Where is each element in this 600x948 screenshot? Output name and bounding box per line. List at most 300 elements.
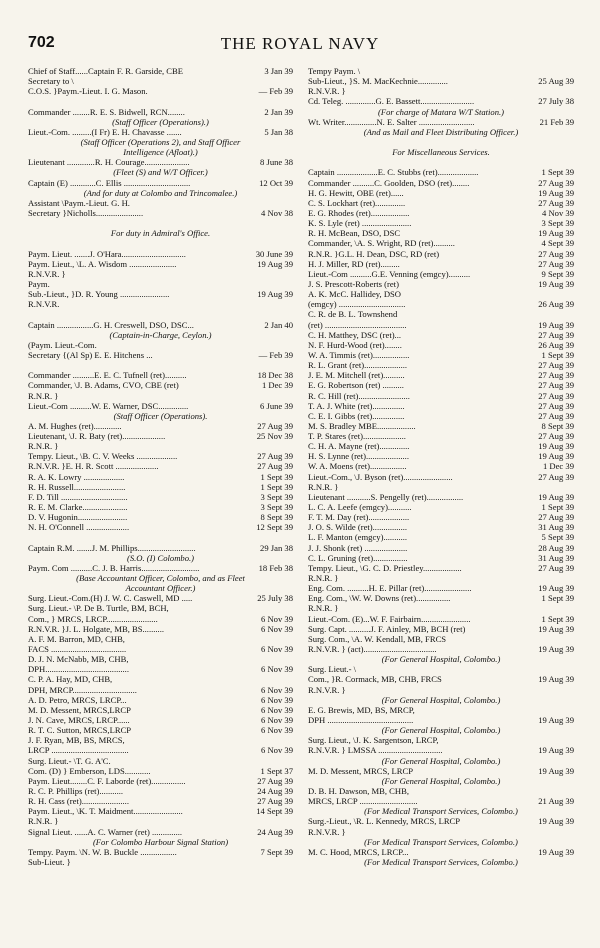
listing-row xyxy=(308,502,574,512)
rank-and-name: F. D. Till ............................... xyxy=(28,491,128,502)
note-text: (And as Mail and Fleet Distributing Officer.) xyxy=(363,126,519,137)
spacer xyxy=(308,137,574,147)
listing-row xyxy=(308,269,574,279)
listing-row xyxy=(28,299,293,309)
seniority-date: 2 Jan 39 xyxy=(264,106,293,117)
rank-and-name: R. C. Hill (ret)........................ xyxy=(308,390,410,401)
rank-and-name: R.N.R. }G.L. H. Dean, DSC, RD (ret) xyxy=(308,248,440,259)
listing-row xyxy=(308,614,574,624)
seniority-date: 4 Nov 39 xyxy=(542,207,574,218)
seniority-date: 21 Aug 39 xyxy=(538,796,574,807)
section-note xyxy=(308,756,574,766)
listing-row xyxy=(28,86,293,96)
rank-and-name: (emgcy) ............................... xyxy=(308,299,406,310)
rank-and-name: Paym. xyxy=(28,278,50,289)
rank-and-name: R.N.V.R. }J. L. Holgate, MB, BS.......... xyxy=(28,623,164,634)
rank-and-name: J. S. Prescott-Roberts (ret) xyxy=(308,278,399,289)
listing-row xyxy=(308,411,574,421)
section-note xyxy=(28,188,293,198)
listing-row xyxy=(28,766,293,776)
spacer xyxy=(28,218,293,228)
rank-and-name: Captain (E) ............C. Ellis ............................... xyxy=(28,177,191,188)
rank-and-name: Sub-Lieut., }S. M. MacKechnie.............. xyxy=(308,76,448,87)
right-column xyxy=(308,66,574,867)
seniority-date: 19 Aug 39 xyxy=(538,715,574,725)
seniority-date: 6 June 39 xyxy=(260,400,293,411)
listing-row xyxy=(28,502,293,512)
listing-row xyxy=(28,624,293,634)
rank-and-name: C. H. A. Mayne (ret).............. xyxy=(308,441,410,452)
left-column xyxy=(28,66,293,867)
listing-row xyxy=(28,249,293,259)
rank-and-name: R.N.V.R. xyxy=(28,299,60,310)
listing-row xyxy=(308,421,574,431)
seniority-date: 26 Aug 39 xyxy=(538,339,574,350)
listing-row xyxy=(308,391,574,401)
rank-and-name: Commander ..........E. E. C. Tufnell (ret).......... xyxy=(28,370,187,381)
listing-row xyxy=(308,603,574,613)
listing-row xyxy=(28,603,293,613)
section-note xyxy=(308,654,574,664)
listing-row xyxy=(308,705,574,715)
seniority-date: 18 Feb 38 xyxy=(258,562,293,573)
rank-and-name: Lieutenant ...........S. Pengelly (ret)................. xyxy=(308,491,464,502)
seniority-date: 19 Aug 39 xyxy=(538,816,574,827)
listing-row xyxy=(28,320,293,330)
seniority-date: 27 Aug 39 xyxy=(257,796,293,807)
section-note xyxy=(308,857,574,867)
seniority-date: 27 Aug 39 xyxy=(538,380,574,391)
rank-and-name: Lieutenant, \J. R. Baty (ret).................... xyxy=(28,431,166,442)
listing-row xyxy=(28,674,293,684)
seniority-date: 27 Aug 39 xyxy=(538,471,574,482)
listing-row xyxy=(308,218,574,228)
rank-and-name: Surg. Lieut., \J. K. Sargentson, LRCP, xyxy=(308,735,439,746)
note-text: (Fleet (S) and W/T Officer.) xyxy=(113,167,208,178)
rank-and-name: C. L. Gruning (ret)................ xyxy=(308,552,408,563)
seniority-date: 6 Nov 39 xyxy=(261,684,293,695)
listing-row xyxy=(28,401,293,411)
rank-and-name: C. R. de B. L. Townshend xyxy=(308,309,398,320)
seniority-date: 3 Sept 39 xyxy=(260,502,293,513)
rank-and-name: Surg. Lieut.-Com.(H) J. W. C. Caswell, MD ..... xyxy=(28,593,193,604)
section-note xyxy=(308,147,574,157)
rank-and-name: C. P. A. Hay, MD, CHB, xyxy=(28,674,113,685)
seniority-date: 27 Aug 39 xyxy=(538,258,574,269)
listing-row xyxy=(28,563,293,573)
page-title: THE ROYAL NAVY xyxy=(220,34,380,53)
listing-row xyxy=(28,350,293,360)
seniority-date: 1 Dec 39 xyxy=(542,461,574,472)
listing-row xyxy=(308,249,574,259)
rank-and-name: J. O. S. Wilde (ret)................ xyxy=(308,522,408,533)
seniority-date: 1 Sept 39 xyxy=(260,481,293,492)
rank-and-name: R. H. Cass (ret)...................... xyxy=(28,796,129,807)
listing-row xyxy=(28,827,293,837)
rank-and-name: Com., }R. Cormack, MB, CHB, FRCS xyxy=(308,674,442,685)
listing-row xyxy=(308,685,574,695)
rank-and-name: E. G. Brewis, MD, BS, MRCP, xyxy=(308,704,415,715)
seniority-date: 1 Sept 39 xyxy=(541,593,574,604)
listing-row xyxy=(28,178,293,188)
seniority-date: 25 July 38 xyxy=(257,593,293,604)
listing-row xyxy=(308,350,574,360)
seniority-date: 7 Sept 39 xyxy=(260,846,293,857)
listing-row xyxy=(308,786,574,796)
rank-and-name: Lieut.-Com ..........W. E. Warner, DSC.............. xyxy=(28,400,189,411)
seniority-date: 8 June 38 xyxy=(260,157,293,168)
rank-and-name: Captain R.M. .......J. M. Phillips........................... xyxy=(28,542,196,553)
rank-and-name: A. F. M. Barron, MD, CHB, xyxy=(28,633,125,644)
rank-and-name: R.N.R. } xyxy=(308,481,339,492)
note-text: (And for duty at Colombo and Trincomalee.) xyxy=(83,187,238,198)
rank-and-name: Surg. Com., \A. W. Kendall, MB, FRCS xyxy=(308,633,447,644)
note-text: Intelligence (Afloat).) xyxy=(123,147,198,158)
note-text: For Miscellaneous Services. xyxy=(392,147,490,158)
rank-and-name: R.N.R. } xyxy=(28,441,59,452)
seniority-date: 4 Sept 39 xyxy=(541,238,574,249)
rank-and-name: LRCP .................................... xyxy=(28,745,129,756)
note-text: (For Medical Transport Services, Colombo.) xyxy=(364,806,518,817)
listing-row xyxy=(28,654,293,664)
listing-row xyxy=(28,847,293,857)
note-text: (Staff Officer (Operations 2), and Staff Officer xyxy=(80,136,241,147)
listing-row xyxy=(28,461,293,471)
rank-and-name: DPH ........................................ xyxy=(308,715,414,725)
seniority-date: 27 Aug 39 xyxy=(538,329,574,340)
seniority-date: 1 Sept 39 xyxy=(541,167,574,178)
rank-and-name: W. A. Timmis (ret)................. xyxy=(308,349,410,360)
listing-row xyxy=(308,563,574,573)
listing-row xyxy=(28,715,293,725)
listing-row xyxy=(308,330,574,340)
page-header xyxy=(28,34,572,54)
seniority-date: 28 Aug 39 xyxy=(538,542,574,553)
seniority-date: 25 Aug 39 xyxy=(538,76,574,87)
seniority-date: 19 Aug 39 xyxy=(257,258,293,269)
rank-and-name: Signal Lieut. ......A. C. Warner (ret) .............. xyxy=(28,826,183,837)
seniority-date: 19 Aug 39 xyxy=(538,846,574,857)
rank-and-name: R.N.V.R. } xyxy=(308,86,346,97)
rank-and-name: (Paym. Lieut.-Com. xyxy=(28,339,97,350)
listing-row xyxy=(308,816,574,826)
listing-row xyxy=(308,86,574,96)
note-text: (Captain-in-Charge, Ceylon.) xyxy=(109,329,212,340)
rank-and-name: R. A. K. Lowry ................... xyxy=(28,471,125,482)
seniority-date: 29 Jan 38 xyxy=(260,542,293,553)
listing-row xyxy=(308,66,574,76)
section-note xyxy=(308,127,574,137)
listing-row xyxy=(308,573,574,583)
listing-row xyxy=(308,279,574,289)
rank-and-name: R.N.V.R. } (act).................................. xyxy=(308,644,437,655)
seniority-date: 6 Nov 39 xyxy=(261,725,293,736)
rank-and-name: N. F. Hurd-Wood (ret)........ xyxy=(308,339,402,350)
listing-row xyxy=(308,76,574,86)
listing-row xyxy=(28,522,293,532)
rank-and-name: R. L. Grant (ret).................... xyxy=(308,360,408,371)
listing-row xyxy=(308,553,574,563)
rank-and-name: T. P. Stares (ret).................... xyxy=(308,431,406,442)
listing-row xyxy=(308,441,574,451)
seniority-date: 6 Nov 39 xyxy=(261,623,293,634)
listing-row xyxy=(308,451,574,461)
spacer xyxy=(308,157,574,167)
rank-and-name: Sub-Lieut. } xyxy=(28,856,71,867)
listing-row xyxy=(308,472,574,482)
rank-and-name: J. J. Shonk (ret) .................... xyxy=(308,542,408,553)
rank-and-name: Secretary to \ xyxy=(28,76,74,87)
listing-row xyxy=(28,482,293,492)
listing-row xyxy=(28,157,293,167)
rank-and-name: Tempy. Lieut., \B. C. V. Weeks ................... xyxy=(28,451,178,462)
seniority-date: 4 Nov 38 xyxy=(261,207,293,218)
rank-and-name: R.N.V.R. }E. H. R. Scott .................... xyxy=(28,461,159,472)
seniority-date: 19 Aug 39 xyxy=(538,491,574,502)
listing-row xyxy=(28,543,293,553)
listing-row xyxy=(308,735,574,745)
section-note xyxy=(28,228,293,238)
seniority-date: 18 Dec 38 xyxy=(257,370,293,381)
rank-and-name: Lieutenant .............R. H. Courage..................... xyxy=(28,157,190,168)
seniority-date: 8 Sept 39 xyxy=(541,420,574,431)
rank-and-name: J. N. Cave, MRCS, LRCP...... xyxy=(28,715,130,725)
rank-and-name: C. E. I. Gibbs (ret)............... xyxy=(308,410,405,421)
listing-row xyxy=(28,279,293,289)
seniority-date: 9 Sept 39 xyxy=(541,268,574,279)
seniority-date: 6 Nov 39 xyxy=(261,745,293,756)
rank-and-name: R. T. C. Sutton, MRCS,LRCP xyxy=(28,725,132,736)
note-text: (For General Hospital, Colombo.) xyxy=(381,694,501,705)
seniority-date: 27 Aug 39 xyxy=(538,390,574,401)
rank-and-name: M. C. Hood, MRCS, LRCP... xyxy=(308,846,409,857)
listing-row xyxy=(28,451,293,461)
seniority-date: 19 Aug 39 xyxy=(538,187,574,198)
listing-row xyxy=(28,512,293,522)
rank-and-name: Com. (D) } Emberson, LDS............ xyxy=(28,765,151,776)
seniority-date: 19 Aug 39 xyxy=(538,674,574,685)
note-text: Accountant Officer.) xyxy=(125,583,196,594)
seniority-date: 5 Jan 38 xyxy=(264,126,293,137)
listing-row xyxy=(308,593,574,603)
seniority-date: 3 Sept 39 xyxy=(541,218,574,229)
listing-row xyxy=(28,107,293,117)
seniority-date: 24 Aug 39 xyxy=(257,826,293,837)
rank-and-name: H. J. Miller, RD (ret)......... xyxy=(308,258,400,269)
note-text: (S.O. (I) Colombo.) xyxy=(126,552,195,563)
rank-and-name: W. A. Moens (ret)................. xyxy=(308,461,407,472)
seniority-date: 19 Aug 39 xyxy=(538,765,574,776)
listing-row xyxy=(308,117,574,127)
rank-and-name: Lieut.-Com., \J. Byson (ret)....................... xyxy=(308,471,453,482)
listing-row xyxy=(28,685,293,695)
rank-and-name: R.N.R. } xyxy=(308,573,339,584)
listing-row xyxy=(308,299,574,309)
seniority-date: 19 Aug 39 xyxy=(538,745,574,756)
note-text: (For Medical Transport Services, Colombo.) xyxy=(364,856,518,867)
listing-row xyxy=(28,391,293,401)
listing-row xyxy=(308,238,574,248)
seniority-date: 27 July 38 xyxy=(538,96,574,107)
seniority-date: 21 Feb 39 xyxy=(539,116,574,127)
rank-and-name: M. D. Messent, MRCS,LRCP xyxy=(28,704,131,715)
seniority-date: 27 Aug 39 xyxy=(538,370,574,381)
listing-row xyxy=(308,178,574,188)
listing-row xyxy=(28,421,293,431)
rank-and-name: Captain .................G. H. Creswell, DSO, DSC... xyxy=(28,319,194,330)
rank-and-name: Lieut.-Com ..........G.E. Venning (emgcy).......... xyxy=(308,268,471,279)
rank-and-name: R. C. P. Phillips (ret)........... xyxy=(28,785,124,796)
rank-and-name: A. M. Hughes (ret)............. xyxy=(28,420,122,431)
rank-and-name: E. G. Rhodes (ret).................. xyxy=(308,207,410,218)
listing-row xyxy=(28,472,293,482)
rank-and-name: R.N.V.R. } xyxy=(308,684,346,695)
section-note xyxy=(28,147,293,157)
listing-row xyxy=(308,431,574,441)
spacer xyxy=(28,309,293,319)
listing-row xyxy=(28,816,293,826)
listing-row xyxy=(28,431,293,441)
spacer xyxy=(28,532,293,542)
listing-row xyxy=(308,259,574,269)
listing-row xyxy=(308,492,574,502)
listing-row xyxy=(308,461,574,471)
listing-row xyxy=(28,786,293,796)
rank-and-name: Cd. Teleg. ..............G. E. Bassett......................... xyxy=(308,96,475,107)
rank-and-name: Surg. Lieut.- \ xyxy=(308,664,357,675)
listing-row xyxy=(28,370,293,380)
rank-and-name: Com., } MRCS, LRCP........................ xyxy=(28,613,158,624)
seniority-date: 27 Aug 39 xyxy=(538,400,574,411)
note-text: (For General Hospital, Colombo.) xyxy=(381,654,501,665)
rank-and-name: Paym. Lieut. .......J. O'Hara.............................. xyxy=(28,248,186,259)
seniority-date: 6 Nov 39 xyxy=(261,704,293,715)
rank-and-name: H. S. Lynne (ret).................... xyxy=(308,451,409,462)
section-note xyxy=(308,776,574,786)
rank-and-name: MRCS, LRCP ........................... xyxy=(308,796,418,807)
listing-row xyxy=(308,644,574,654)
rank-and-name: T. A. J. White (ret)............... xyxy=(308,400,405,411)
listing-row xyxy=(308,745,574,755)
rank-and-name: Wt. Writer...............N. E. Salter .......................... xyxy=(308,116,475,127)
section-note xyxy=(308,806,574,816)
seniority-date: 27 Aug 39 xyxy=(257,775,293,786)
rank-and-name: Secretary {(Al Sp) E. E. Hitchens ... xyxy=(28,349,153,360)
listing-row xyxy=(308,522,574,532)
rank-and-name: Commander, \A. S. Wright, RD (ret).......... xyxy=(308,238,455,249)
seniority-date: 27 Aug 39 xyxy=(538,431,574,442)
page-number: 702 xyxy=(28,34,55,51)
listing-row xyxy=(28,806,293,816)
rank-and-name: R. E. M. Clarke..................... xyxy=(28,502,128,513)
rank-and-name: Paym. Lieut., \L. A. Wisdom ...................... xyxy=(28,258,177,269)
seniority-date: 12 Oct 39 xyxy=(259,177,293,188)
seniority-date: 2 Jan 40 xyxy=(264,319,293,330)
listing-row xyxy=(28,269,293,279)
listing-row xyxy=(28,593,293,603)
listing-row xyxy=(308,583,574,593)
listing-row xyxy=(28,735,293,745)
seniority-date: — Feb 39 xyxy=(258,349,293,360)
listing-row xyxy=(308,543,574,553)
seniority-date: 30 June 39 xyxy=(255,248,293,259)
listing-row xyxy=(308,96,574,106)
seniority-date: 27 Aug 39 xyxy=(538,562,574,573)
seniority-date: 19 Aug 39 xyxy=(538,451,574,462)
rank-and-name: Paym. Com ..........C. J. B. Harris........................... xyxy=(28,562,200,573)
seniority-date: 31 Aug 39 xyxy=(538,552,574,563)
note-text: (Staff Officer (Operations).) xyxy=(112,116,209,127)
seniority-date: 27 Aug 39 xyxy=(538,512,574,523)
rank-and-name: Surg. Capt. ..........J. F. Ainley, MB, BCH (ret) xyxy=(308,623,466,634)
listing-row xyxy=(308,360,574,370)
listing-row xyxy=(28,289,293,299)
listing-row xyxy=(28,756,293,766)
listing-row xyxy=(308,827,574,837)
rank-and-name: DPH....................................... xyxy=(28,664,129,675)
listing-row xyxy=(308,289,574,299)
seniority-date: 1 Dec 39 xyxy=(261,380,293,391)
section-note xyxy=(308,837,574,847)
section-note xyxy=(28,137,293,147)
listing-row xyxy=(28,441,293,451)
listing-row xyxy=(28,380,293,390)
rank-and-name: J. E. M. Mitchell (ret).......... xyxy=(308,370,405,381)
seniority-date: 19 Aug 39 xyxy=(538,278,574,289)
spacer xyxy=(28,238,293,248)
rank-and-name: N. H. O'Connell .................... xyxy=(28,522,130,533)
rank-and-name: A. K. McC. Hallidey, DSO xyxy=(308,289,402,300)
seniority-date: 3 Sept 39 xyxy=(260,491,293,502)
listing-row xyxy=(308,198,574,208)
listing-row xyxy=(308,340,574,350)
rank-and-name: Surg.-Lieut., \R. L. Kennedy, MRCS, LRCP xyxy=(308,816,461,827)
rank-and-name: Tempy. Lieut., \G. C. D. Priestley.................. xyxy=(308,562,462,573)
seniority-date: 19 Aug 39 xyxy=(538,644,574,655)
spacer xyxy=(28,96,293,106)
listing-row xyxy=(308,674,574,684)
seniority-date: 19 Aug 39 xyxy=(538,319,574,330)
rank-and-name: DPH, MRCP.............................. xyxy=(28,684,137,695)
listing-row xyxy=(28,614,293,624)
seniority-date: 6 Nov 39 xyxy=(261,694,293,705)
rank-and-name: A. D. Petro, MRCS, LRCP... xyxy=(28,694,127,705)
rank-and-name: F. T. M. Day (ret)................... xyxy=(308,512,410,523)
rank-and-name: C. H. Matthey, DSC (ret)... xyxy=(308,329,402,340)
seniority-date: 27 Aug 39 xyxy=(538,410,574,421)
note-text: (Staff Officer (Operations). xyxy=(113,410,208,421)
listing-row xyxy=(308,228,574,238)
listing-row xyxy=(308,188,574,198)
seniority-date: 19 Aug 39 xyxy=(538,441,574,452)
seniority-date: 8 Sept 39 xyxy=(260,512,293,523)
rank-and-name: R.N.R. } xyxy=(28,390,59,401)
listing-row xyxy=(28,492,293,502)
rank-and-name: C.O.S. }Paym.-Lieut. I. G. Mason. xyxy=(28,86,148,97)
rank-and-name: R.N.V.R. } xyxy=(308,826,346,837)
seniority-date: 19 Aug 39 xyxy=(538,623,574,634)
rank-and-name: J. F. Ryan, MB, BS, MRCS, xyxy=(28,735,125,746)
seniority-date: 27 Aug 39 xyxy=(257,451,293,462)
listing-row xyxy=(308,380,574,390)
listing-row xyxy=(308,401,574,411)
rank-and-name: Tempy Paym. \ xyxy=(308,66,361,76)
note-text: (For charge of Matara W/T Station.) xyxy=(377,106,505,117)
section-note xyxy=(28,117,293,127)
rank-and-name: Commander ........R. E. S. Bidwell, RCN........ xyxy=(28,106,185,117)
seniority-date: 19 Aug 39 xyxy=(538,583,574,594)
listing-row xyxy=(28,695,293,705)
